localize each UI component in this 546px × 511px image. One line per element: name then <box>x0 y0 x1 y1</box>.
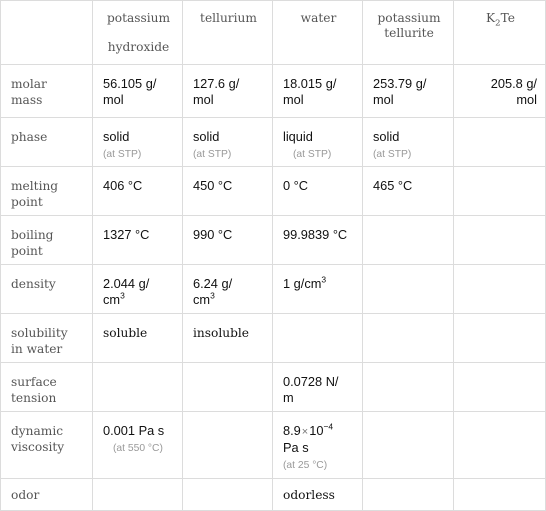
row-label: molar <box>11 77 47 91</box>
cell-surface-water <box>273 363 363 412</box>
formula-base: K <box>486 11 496 25</box>
row-header-boiling-point <box>1 216 93 265</box>
row-label: point <box>11 244 43 258</box>
cell-density-koh <box>93 265 183 314</box>
value-exponent: −4 <box>323 421 334 432</box>
row-density <box>1 265 546 314</box>
cell-melting-water: 0 °C <box>273 167 363 216</box>
value-unit: g/ <box>221 276 233 291</box>
value-note: (at STP) <box>373 149 412 160</box>
row-label: in water <box>11 342 63 356</box>
formula-rest: Te <box>500 11 515 25</box>
cell-melting-k2teo3: 465 °C <box>363 167 454 216</box>
cell-solubility-te: insoluble <box>183 314 273 363</box>
row-label: dynamic <box>11 424 64 438</box>
value-text: liquid <box>283 129 313 144</box>
value-unit: g/ <box>138 276 150 291</box>
value-unit: mol <box>283 92 304 107</box>
row-melting-point <box>1 167 546 216</box>
cell-phase-koh <box>93 118 183 167</box>
row-odor <box>1 479 546 511</box>
cell-molar-mass-k2te <box>454 65 546 118</box>
cell-boiling-k2te <box>454 216 546 265</box>
cell-surface-k2te <box>454 363 546 412</box>
row-label: boiling <box>11 228 54 242</box>
cell-density-te <box>183 265 273 314</box>
value-unit: g/ <box>145 76 157 91</box>
col-header-line: potassium <box>106 11 171 25</box>
cell-surface-te <box>183 363 273 412</box>
cell-solubility-water <box>273 314 363 363</box>
row-header-melting-point <box>1 167 93 216</box>
cell-phase-k2te <box>454 118 546 167</box>
cell-boiling-water: 99.9839 °C <box>273 216 363 265</box>
cell-odor-koh <box>93 479 183 511</box>
cell-surface-koh <box>93 363 183 412</box>
row-label: tension <box>11 391 57 405</box>
row-label: viscosity <box>11 440 65 454</box>
row-surface-tension <box>1 363 546 412</box>
cell-phase-water <box>273 118 363 167</box>
value-unit: g/ <box>526 76 537 91</box>
row-label: mass <box>11 93 43 107</box>
value-text: solid <box>373 129 400 144</box>
value-text: 0.001 Pa s <box>103 423 165 438</box>
cell-odor-water: odorless <box>273 479 363 511</box>
row-label: odor <box>11 488 40 502</box>
value-unit: mol <box>516 92 537 107</box>
cell-boiling-k2teo3 <box>363 216 454 265</box>
value-note: (at 550 °C) <box>113 443 163 454</box>
value-unit: mol <box>103 92 124 107</box>
value-unit: mol <box>373 92 394 107</box>
row-header-density <box>1 265 93 314</box>
row-label: phase <box>11 130 48 144</box>
corner-cell <box>1 1 93 65</box>
value-mantissa: 8.9 <box>283 423 301 438</box>
value-exponent: 3 <box>321 274 327 285</box>
row-label: surface <box>11 375 57 389</box>
row-label: solubility <box>11 326 68 340</box>
value-text: solid <box>193 129 220 144</box>
value-text: m <box>283 390 294 405</box>
col-header-line: potassium <box>377 11 441 25</box>
value-unit: mol <box>193 92 214 107</box>
col-header-water <box>273 1 363 65</box>
row-label: melting <box>11 179 59 193</box>
cell-melting-te: 450 °C <box>183 167 273 216</box>
col-header-line: hydroxide <box>107 40 170 54</box>
value-text: 0.0728 N/ <box>283 374 339 389</box>
value-unit: cm <box>193 292 211 307</box>
formula-subscript: 2 <box>495 18 501 29</box>
value-note: (at STP) <box>193 149 232 160</box>
cell-molar-mass-k2teo3 <box>363 65 454 118</box>
cell-density-k2teo3 <box>363 265 454 314</box>
col-header-tellurium <box>183 1 273 65</box>
header-row <box>1 1 546 65</box>
cell-phase-k2teo3 <box>363 118 454 167</box>
cell-boiling-koh: 1327 °C <box>93 216 183 265</box>
cell-molar-mass-water <box>273 65 363 118</box>
value-number: 56.105 <box>103 76 143 91</box>
cell-surface-k2teo3 <box>363 363 454 412</box>
row-header-solubility <box>1 314 93 363</box>
cell-odor-te <box>183 479 273 511</box>
cell-viscosity-koh <box>93 412 183 479</box>
cell-viscosity-te <box>183 412 273 479</box>
row-header-phase <box>1 118 93 167</box>
value-number: 253.79 <box>373 76 413 91</box>
row-label: point <box>11 195 43 209</box>
cell-boiling-te: 990 °C <box>183 216 273 265</box>
row-header-dynamic-viscosity <box>1 412 93 479</box>
row-header-molar-mass <box>1 65 93 118</box>
cell-melting-k2te <box>454 167 546 216</box>
value-base: 10 <box>309 423 324 438</box>
col-header-line: tellurite <box>384 26 434 40</box>
row-solubility <box>1 314 546 363</box>
cell-odor-k2teo3 <box>363 479 454 511</box>
value-exponent: 3 <box>210 290 215 301</box>
value-unit: g/ <box>228 76 240 91</box>
value-number: 6.24 <box>193 276 218 291</box>
value-number: 127.6 <box>193 76 226 91</box>
value-note: (at STP) <box>103 149 142 160</box>
row-phase <box>1 118 546 167</box>
cell-viscosity-k2te <box>454 412 546 479</box>
value-number: 2.044 <box>103 276 136 291</box>
cell-melting-koh: 406 °C <box>93 167 183 216</box>
col-header-line: tellurium <box>200 11 257 25</box>
value-exponent: 3 <box>120 290 125 301</box>
cell-odor-k2te <box>454 479 546 511</box>
cell-solubility-k2te <box>454 314 546 363</box>
value-unit: cm <box>103 292 121 307</box>
cell-molar-mass-koh <box>93 65 183 118</box>
cell-density-water <box>273 265 363 314</box>
cell-phase-te <box>183 118 273 167</box>
value-unit: g/ <box>415 76 427 91</box>
row-dynamic-viscosity <box>1 412 546 479</box>
cell-molar-mass-te <box>183 65 273 118</box>
times-sign: × <box>301 426 309 438</box>
value-number: 205.8 <box>490 76 523 91</box>
row-boiling-point <box>1 216 546 265</box>
value-note: (at STP) <box>293 149 332 160</box>
col-header-line: water <box>300 11 337 25</box>
value-note: (at 25 °C) <box>283 460 328 471</box>
col-header-potassium-tellurite <box>363 1 454 65</box>
col-header-k2te <box>454 1 546 65</box>
cell-solubility-k2teo3 <box>363 314 454 363</box>
cell-solubility-koh: soluble <box>93 314 183 363</box>
value-number: 18.015 <box>283 76 323 91</box>
value-text: solid <box>103 129 130 144</box>
value-unit: g/ <box>325 76 337 91</box>
row-molar-mass <box>1 65 546 118</box>
cell-viscosity-water <box>273 412 363 479</box>
row-header-odor <box>1 479 93 511</box>
row-header-surface-tension <box>1 363 93 412</box>
row-label: density <box>11 277 56 291</box>
col-header-potassium-hydroxide <box>93 1 183 65</box>
cell-density-k2te <box>454 265 546 314</box>
value-text: 1 g/cm <box>283 276 322 291</box>
cell-viscosity-k2teo3 <box>363 412 454 479</box>
value-unit: Pa s <box>283 440 309 455</box>
